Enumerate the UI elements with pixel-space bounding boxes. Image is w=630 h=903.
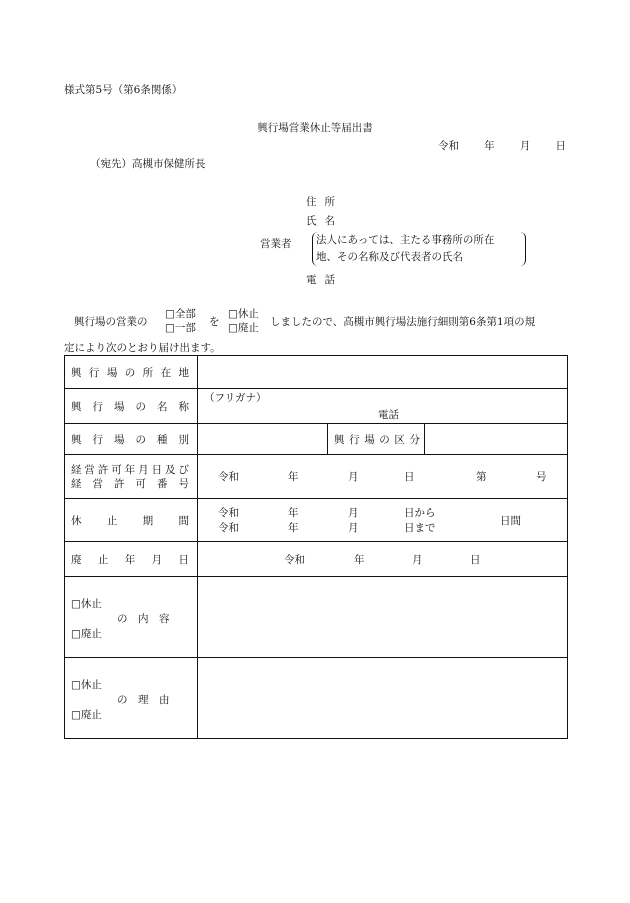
table-row <box>65 542 568 577</box>
permit-number-suffix: 号 <box>536 471 547 483</box>
date-era: 令和 <box>438 140 459 152</box>
permit-label-line2: 経営許可番号 <box>71 477 189 490</box>
period-from-era: 令和 <box>218 507 239 519</box>
date-month: 月 <box>519 140 531 152</box>
abolish-date-label: 廃止年月日 <box>71 553 189 566</box>
period-label: 休止期間 <box>71 514 189 527</box>
table-row <box>65 424 568 455</box>
permit-era: 令和 <box>218 471 239 483</box>
permit-day: 日 <box>404 471 415 483</box>
form-id: 様式第5号（第6条関係） <box>64 84 183 96</box>
location-field[interactable] <box>198 356 568 389</box>
corporate-note-line2: 地、その名称及び代表者の氏名 <box>316 251 463 263</box>
table-row <box>65 499 568 542</box>
type-field[interactable] <box>198 424 328 455</box>
permit-label-line1: 経営許可年月日及び <box>71 463 189 476</box>
table-row <box>65 356 568 389</box>
abolish-day: 日 <box>470 554 481 566</box>
option-abolish-checkbox[interactable]: □廃止 <box>228 322 259 334</box>
notification-table <box>64 355 568 739</box>
intro-prefix: 興行場の営業の <box>74 316 148 328</box>
reason-label: の 理 由 <box>117 694 170 706</box>
document-title: 興行場営業休止等届出書 <box>257 122 373 134</box>
content-label: の 内 容 <box>117 613 170 625</box>
name-field[interactable] <box>198 389 568 424</box>
period-field[interactable] <box>198 499 568 542</box>
name-tel-label: 電話 <box>378 409 399 421</box>
option-part-checkbox[interactable]: □一部 <box>165 322 196 334</box>
option-all-checkbox[interactable]: □全部 <box>165 308 196 320</box>
applicant-name-label: 氏名 <box>306 215 343 227</box>
intro-line2: 定により次のとおり届け出ます。 <box>64 342 221 354</box>
permit-month: 月 <box>348 471 359 483</box>
permit-number-prefix: 第 <box>476 471 487 483</box>
reason-abolish-checkbox[interactable]: □廃止 <box>71 709 102 721</box>
intro-suffix: しましたので、高槻市興行場法施行細則第6条第1項の規 <box>270 316 536 328</box>
table-row <box>65 455 568 499</box>
content-abolish-checkbox[interactable]: □廃止 <box>71 628 102 640</box>
content-suspend-checkbox[interactable]: □休止 <box>71 598 102 610</box>
table-row <box>65 389 568 424</box>
period-to-year: 年 <box>288 522 299 534</box>
option-suspend-checkbox[interactable]: □休止 <box>228 308 259 320</box>
category-field[interactable] <box>425 424 568 455</box>
content-field[interactable] <box>198 577 568 658</box>
abolish-era: 令和 <box>284 554 305 566</box>
date-day: 日 <box>555 140 566 152</box>
period-from-month: 月 <box>348 507 359 519</box>
period-days: 日間 <box>500 515 521 527</box>
addressee: （宛先）高槻市保健所長 <box>90 158 206 170</box>
furigana-label: （フリガナ） <box>204 392 267 404</box>
period-to-month: 月 <box>348 522 359 534</box>
reason-field[interactable] <box>198 658 568 739</box>
action-options <box>228 307 259 335</box>
applicant-tel-label: 電話 <box>306 274 343 286</box>
applicant-address-label: 住所 <box>306 196 343 208</box>
reason-suspend-checkbox[interactable]: □休止 <box>71 679 102 691</box>
submission-date <box>438 138 566 153</box>
permit-year: 年 <box>288 471 299 483</box>
table-row <box>65 658 568 739</box>
period-to-era: 令和 <box>218 522 239 534</box>
type-label: 興行場の種別 <box>71 433 189 446</box>
corporate-note <box>316 232 494 266</box>
particle-wo: を <box>209 316 220 328</box>
abolish-month: 月 <box>412 554 423 566</box>
abolish-date-field[interactable] <box>198 542 568 577</box>
category-label: 興行場の区分 <box>334 433 420 446</box>
name-label: 興行場の名称 <box>71 400 189 413</box>
period-from-day: 日から <box>404 507 436 519</box>
date-year: 年 <box>484 140 495 152</box>
period-to-day: 日まで <box>404 522 436 534</box>
location-label: 興行場の所在地 <box>71 366 189 379</box>
abolish-year: 年 <box>354 554 365 566</box>
corporate-note-line1: 法人にあっては、主たる事務所の所在 <box>316 234 495 246</box>
table-row <box>65 577 568 658</box>
scope-options <box>165 307 196 335</box>
permit-field[interactable] <box>198 455 568 499</box>
period-from-year: 年 <box>288 507 299 519</box>
applicant-label: 営業者 <box>260 238 292 250</box>
